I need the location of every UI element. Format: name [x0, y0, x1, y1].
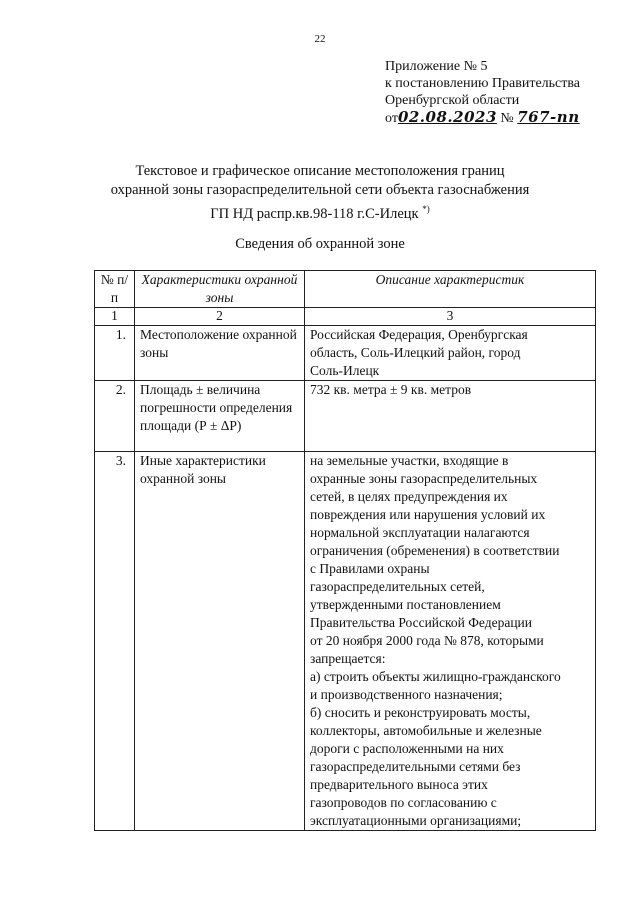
- description-line: повреждения или нарушения условий их: [310, 507, 546, 522]
- row-description: [305, 326, 596, 381]
- row-number: 1.: [95, 326, 135, 381]
- description-line: утвержденными постановлением: [310, 597, 501, 612]
- description-line: газопроводов по согласованию с: [310, 795, 497, 810]
- date-prefix: от: [385, 111, 398, 126]
- table-header-row: [95, 271, 596, 308]
- description-line: сетей, в целях предупреждения их: [310, 489, 508, 504]
- handwritten-date: 02.08.2023: [397, 108, 497, 126]
- description-line: газораспределительных сетей,: [310, 579, 485, 594]
- description-line: охранные зоны газораспределительных: [310, 471, 538, 486]
- row-description: [305, 381, 596, 452]
- title-line: охранной зоны газораспределительной сети объекта газоснабжения: [110, 182, 530, 198]
- row-characteristic: Площадь ± величина погрешности определения площади (Р ± ΔР): [135, 381, 305, 452]
- row-characteristic: Местоположение охранной зоны: [135, 326, 305, 381]
- description-line: 732 кв. метра ± 9 кв. метров: [310, 382, 472, 397]
- header-cell-number: № п/п: [95, 271, 135, 308]
- number-prefix: №: [500, 111, 514, 126]
- protection-zone-table: [94, 270, 596, 831]
- appendix-line: Оренбургской области: [385, 93, 520, 108]
- table-row: [95, 452, 596, 831]
- description-line: коллекторы, автомобильные и железные: [310, 723, 542, 738]
- section-subtitle: Сведения об охранной зоне: [235, 236, 405, 252]
- column-number: 1: [95, 308, 135, 326]
- description-line: и производственного назначения;: [310, 687, 503, 702]
- appendix-block: [385, 58, 625, 127]
- column-number-row: [95, 308, 596, 326]
- header-cell-characteristic: Характеристики охранной зоны: [135, 271, 305, 308]
- description-line: б) сносить и реконструировать мосты,: [310, 705, 531, 720]
- handwritten-number: 767-пп: [517, 108, 580, 126]
- appendix-date-line: [385, 109, 625, 127]
- description-line: а) строить объекты жилищно-гражданского: [310, 669, 561, 684]
- row-number: 3.: [95, 452, 135, 831]
- row-description: [305, 452, 596, 831]
- header-cell-description: Описание характеристик: [305, 271, 596, 308]
- table-row: [95, 326, 596, 381]
- description-line: на земельные участки, входящие в: [310, 453, 509, 468]
- description-line: дороги с расположенными на них: [310, 741, 504, 756]
- footnote-mark: *): [422, 204, 430, 214]
- description-line: ограничения (обременения) в соответствии: [310, 543, 560, 558]
- page-number: 22: [314, 33, 326, 45]
- description-line: Правительства Российской Федерации: [310, 615, 532, 630]
- description-line: Соль-Илецк: [310, 363, 380, 378]
- description-line: запрещается:: [310, 651, 386, 666]
- column-number: 2: [135, 308, 305, 326]
- description-line: область, Соль-Илецкий район, город: [310, 345, 521, 360]
- document-title: [60, 162, 580, 224]
- appendix-line: к постановлению Правительства: [385, 76, 581, 91]
- table-row: [95, 381, 596, 452]
- title-line-3: [60, 200, 580, 224]
- description-line: нормальной эксплуатации налагаются: [310, 525, 530, 540]
- title-object-name: ГП НД распр.кв.98-118 г.С-Илецк: [210, 205, 419, 222]
- column-number: 3: [305, 308, 596, 326]
- title-line: Текстовое и графическое описание местоположения границ: [135, 163, 505, 179]
- description-line: газораспределительными сетями без: [310, 759, 521, 774]
- row-characteristic: Иные характеристики охранной зоны: [135, 452, 305, 831]
- row-number: 2.: [95, 381, 135, 452]
- description-line: Российская Федерация, Оренбургская: [310, 327, 528, 342]
- description-line: с Правилами охраны: [310, 561, 430, 576]
- description-line: предварительного выноса этих: [310, 777, 488, 792]
- appendix-line: Приложение № 5: [385, 59, 488, 74]
- description-line: эксплуатационными организациями;: [310, 813, 522, 828]
- description-line: от 20 ноября 2000 года № 878, которыми: [310, 633, 544, 648]
